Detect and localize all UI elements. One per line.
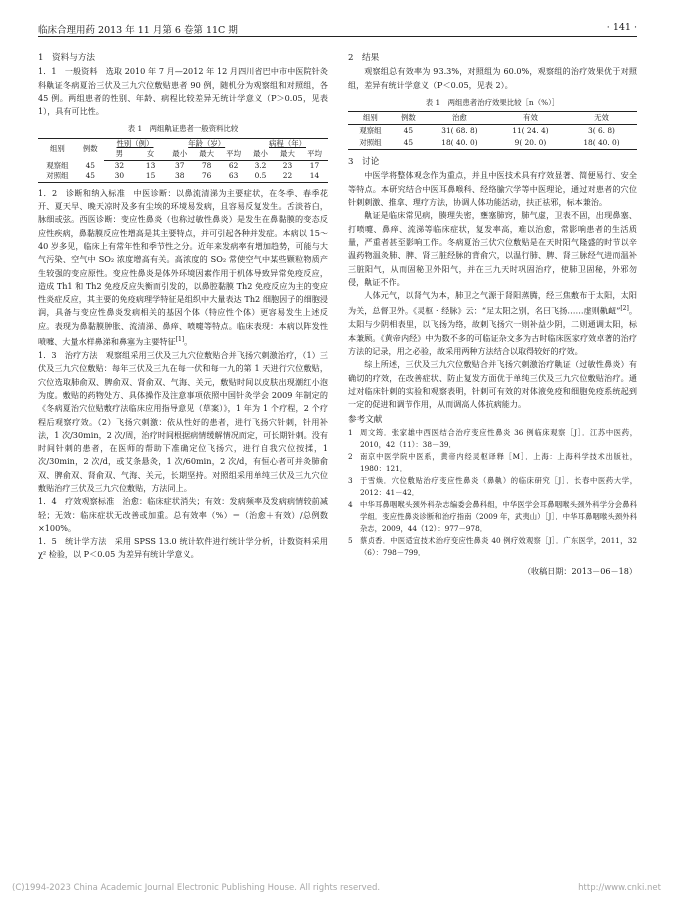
table-row	[38, 171, 328, 182]
table-cell: 32	[114, 160, 125, 170]
reference-list	[348, 427, 637, 559]
table-1-header-cases: 例数	[77, 138, 104, 160]
table-cell: 45	[403, 126, 414, 136]
table-cell: 观察组	[46, 160, 69, 170]
table-2-header: 无效	[566, 112, 637, 125]
reference-item	[348, 475, 637, 499]
table-row	[348, 125, 637, 138]
paragraph-1-2-text: 1．2 诊断和纳入标准 中医诊断：以鼻流清涕为主要症状，在冬季、春季花开、夏天早、晚天凉时及多有尘埃的环境易发病，且容易反复发生。舌淡苔白，脉细或弦。西医诊断：变应性鼻炎（也称过敏性鼻炎）是发生在鼻黏膜的变态反应性疾病，鼻黏膜反应性增高是其主要特点，并可引起各种并发症。本病以 15～40 岁多见，临床上有常年性和季节性之分。近年来发病率有增加趋势，可能与大气污染、空气中 SO₂ 浓度增高有关。高浓度的 SO₂ 常使空气中某些颗粒物质产生较强的变应原性。变应性鼻炎是体外环境因素作用于机体导致异常免疫反应，造成 Th1 和 Th2 免疫反应失衡而引发的，以鼻腔黏膜 Th2 免疫反应为主的变应性炎症反应，其主要的免疫病理学特征是组织中大量表达 Th2 细胞因子的细胞浸润，具备与变应性鼻炎发病相关的基因个体（特应性个体）更容易发生上述反应。表现为鼻黏膜肿胀、流清涕、鼻痒、喷嚏等特点。临床表现：本病以阵发性喷嚏、大量水样鼻涕和鼻塞为主要特征	[38, 187, 328, 347]
table-1-subheader: 男	[104, 149, 135, 160]
table-1-header-group: 组别	[38, 138, 77, 160]
reference-number: 2	[348, 451, 353, 461]
discussion-paragraph-3-part-a: 人体元气，以肾气为本，肺卫之气源于肾阳蒸腾，经三焦敷布于太阳，太阳为关，总督卫外。《灵枢 · 经脉》云：“足太阳之别，名曰飞扬……虚则鼽衄”	[348, 290, 637, 317]
discussion-paragraph-4: 综上所述，三伏及三九穴位敷贴合并飞扬穴刺激治疗鼽证（过敏性鼻炎）有确切的疗效，在改善症状、防止复发方面优于单纯三伏及三九穴位敷贴治疗。通过对临床针刺的实验和观察表明，针刺可有效的对体液免疫和细胞免疫系统起到一定的促进和调节作用，从而调高人体抗病能力。	[348, 359, 637, 410]
copyright-text: (C)1994-2023 China Academic Journal Electronic Publishing House. All rights reserved.	[12, 883, 381, 893]
table-cell: 22	[274, 171, 301, 182]
section-3-title: 3 讨论	[348, 157, 380, 168]
table-1-header-sex: 性别（例）	[104, 138, 167, 149]
reference-item	[348, 451, 637, 475]
table-2-header: 组别	[348, 112, 393, 125]
reference-number: 4	[348, 499, 353, 509]
references-title: 参考文献	[348, 414, 383, 425]
reference-item	[348, 427, 637, 451]
table-cell: 观察组	[359, 126, 382, 136]
table-1	[38, 138, 328, 183]
table-1-subheader: 平均	[220, 149, 247, 160]
table-cell: 63	[220, 171, 247, 182]
table-cell: 3.2	[254, 160, 267, 170]
table-1-subheader: 最大	[193, 149, 220, 160]
reference-number: 1	[348, 427, 353, 437]
table-cell: 76	[193, 171, 220, 182]
results-paragraph: 观察组总有效率为 93.3%，对照组为 60.0%，观察组的治疗效果优于对照组，差异有统计学意义（P＜0.05，见表 2）。	[348, 66, 637, 90]
table-cell: 45	[85, 160, 95, 170]
reference-text: 于雪焕．穴位敷贴治疗变应性鼻炎（鼻鼽）的临床研究［J］．长春中医药大学，2012：41－42．	[360, 475, 637, 497]
table-cell: 对照组	[348, 137, 393, 150]
paragraph-1-2-end: 。	[184, 336, 193, 347]
paragraph-1-1: 1．1 一般资料 选取 2010 年 7 月—2012 年 12 月四川省巴中市中医院针灸科鼽证冬病夏治三伏及三九穴位敷贴患者 90 例，随机分为观察组和对照组，各 45 例。两组患者的性别、年龄、病程比较差异无统计学意义（P＞0.05，见表 1），具有可比性。	[38, 66, 328, 117]
reference-item	[348, 499, 637, 535]
table-cell: 18( 40. 0)	[566, 137, 637, 150]
table-2-header: 治愈	[424, 112, 495, 125]
table-cell: 14	[301, 171, 328, 182]
table-cell: 23	[282, 160, 293, 170]
table-cell: 17	[309, 160, 320, 170]
table-row	[38, 160, 328, 171]
left-column	[38, 52, 328, 562]
table-2-header: 有效	[495, 112, 566, 125]
table-2-header: 例数	[393, 112, 424, 125]
table-1-header-course: 病程（年）	[247, 138, 328, 149]
table-cell: 15	[135, 171, 166, 182]
table-cell: 78	[201, 160, 212, 170]
table-cell: 38	[166, 171, 193, 182]
table-cell: 37	[175, 160, 185, 170]
table-cell: 18( 40. 0)	[424, 137, 495, 150]
citation-2: [2]	[620, 305, 629, 313]
table-1-header-age: 年龄（岁）	[166, 138, 247, 149]
discussion-paragraph-1: 中医学将整体观念作为重点，并且中医技术具有疗效显著、简便易行、安全等特点。本研究结合中医耳鼻喉科、经络腧穴学等中医理论，通过对患者的穴位针刺刺激、推拿、理疗方法，协调人体功能活动，扶正祛邪，标本兼治。	[348, 170, 637, 208]
table-1-subheader: 平均	[301, 149, 328, 160]
table-cell: 62	[228, 160, 239, 170]
citation-1: [1]	[175, 336, 185, 344]
journal-title: 临床合理用药 2013 年 11 月第 6 卷第 11C 期	[38, 25, 238, 36]
table-1-subheader: 最大	[274, 149, 301, 160]
reference-text: 周文筠．张家雄中西医结合治疗变应性鼻炎 36 例临床观察［J］．江苏中医药，2010，42（11）：38－39．	[360, 427, 637, 449]
table-row	[348, 137, 637, 150]
table-cell: 13	[145, 160, 156, 170]
reference-number: 3	[348, 475, 353, 485]
table-1-subheader: 女	[135, 149, 166, 160]
page-number: · 141 ·	[606, 22, 637, 33]
table-1-caption: 表 1 两组鼽证患者一般资料比较	[127, 124, 239, 134]
publisher-url: http://www.cnki.net	[578, 883, 661, 893]
copyright-footer	[0, 883, 675, 897]
reference-number: 5	[348, 535, 353, 545]
table-cell: 对照组	[38, 171, 77, 182]
discussion-paragraph-3	[348, 289, 637, 358]
paragraph-1-2	[38, 187, 328, 349]
table-cell: 3( 6. 8)	[588, 126, 615, 136]
table-cell: 0.5	[247, 171, 274, 182]
table-cell: 30	[104, 171, 135, 182]
table-cell: 45	[77, 171, 104, 182]
right-column	[348, 52, 637, 578]
running-header	[38, 20, 637, 37]
section-1-title: 1 资料与方法	[38, 53, 96, 63]
paragraph-1-4: 1．4 疗效观察标准 治愈：临床症状消失；有效：发病频率及发病病情较前减轻；无效：临床症状无改善或加重。总有效率（%）＝（治愈＋有效）/总例数×100%。	[38, 496, 328, 533]
table-2	[348, 111, 637, 150]
received-date: （收稿日期：2013－06－18）	[522, 565, 637, 576]
discussion-paragraph-3-part-b: 。太阳与少阴相表里，以飞扬为络，故刺飞扬穴一则补益少阴，二则通调太阳，标本兼顾。《黄帝内经》中为数不多的可临证杂文多为古时临床医家疗效卓著的治疗方法的记录，用之必验，故采用两种方法结合以取得较好的疗效。	[348, 306, 637, 357]
reference-text: 蔡贞香．中医适宜技术治疗变应性鼻炎 40 例疗效观察［J］．广东医学，2011，32（6）：798－799．	[360, 535, 637, 557]
section-2-title: 2 结果	[348, 53, 380, 63]
table-1-subheader: 最小	[247, 149, 274, 160]
table-cell: 31( 68. 8)	[441, 126, 478, 136]
table-1-subheader: 最小	[166, 149, 193, 160]
discussion-paragraph-2: 鼽证是临床常见病，腠理失密，壅塞肺窍，肺气虚，卫表不固，出现鼻塞、打喷嚏、鼻痒、流涕等临床症状，复发率高，难以治愈，常影响患者的生活质量，严重者甚至影响工作。冬病夏治三伏穴位敷贴是在天时阳气隆盛的时节以辛温药物温灸肺、脾、肾三脏经脉的背俞穴，以温行肺、脾、肾三脉经气进而温补三脏阳气，从而固秘卫外阳气，并在三九天时巩固治疗，使肺卫固秘，外邪勿侵，鼽证不作。	[348, 210, 637, 287]
table-cell: 9( 20. 0)	[495, 137, 566, 150]
table-cell: 11( 24. 4)	[512, 126, 549, 136]
table-cell: 45	[393, 137, 424, 150]
reference-item	[348, 535, 637, 559]
paragraph-1-5: 1．5 统计学方法 采用 SPSS 13.0 统计软件进行统计学分析，计数资料采用 χ² 检验，以 P＜0.05 为差异有统计学意义。	[38, 536, 328, 560]
paragraph-1-3: 1．3 治疗方法 观察组采用三伏及三九穴位敷贴合并飞扬穴刺激治疗，（1）三伏及三九穴位敷贴：每年三伏及三九在每一伏和每一九的第 1 天进行穴位敷贴，穴位选取肺俞双、脾俞双、肾俞双、气海、关元，敷贴时间以皮肤出现潮红小泡为度。敷贴的药物处方、具体操作及注意事项依照中国针灸学会 2009 年制定的《冬病夏治穴位贴敷疗法临床应用指导意见（草案）》，1 年为 1 个疗程，2 个疗程后观察疗效。（2）飞扬穴刺激：依从性好的患者，进行飞扬穴针刺，针用补法，1 次/30min，2 次/周，治疗时间根据病情缓解情况而定，可长期针刺。没有时间针刺的患者，在医师的帮助下准确定位飞扬穴，进行自我穴位按揉，1 次/30min，2 次/d，或艾条悬灸，1 次/60min，2 次/d，有恒心者可并灸肺俞双、脾俞双、肾俞双、气海、关元，长期坚持。对照组采用单纯三伏及三九穴位敷贴治疗三伏及三九穴位敷贴，方法同上。	[38, 350, 328, 493]
reference-text: 南京中医学院中医系，黄帝内经灵枢译释［M］．上海：上海科学技术出版社，1980：121．	[360, 451, 637, 473]
table-2-caption: 表 1 两组患者治疗效果比较［n（%）］	[425, 97, 560, 107]
reference-text: 中华耳鼻咽喉头颈外科杂志编委会鼻科组，中华医学会耳鼻咽喉头颈外科学分会鼻科学组．变应性鼻炎诊断和治疗指南（2009 年，武夷山）［J］．中华耳鼻咽喉头颈外科杂志，2009，44（12）：977－978．	[360, 499, 637, 533]
